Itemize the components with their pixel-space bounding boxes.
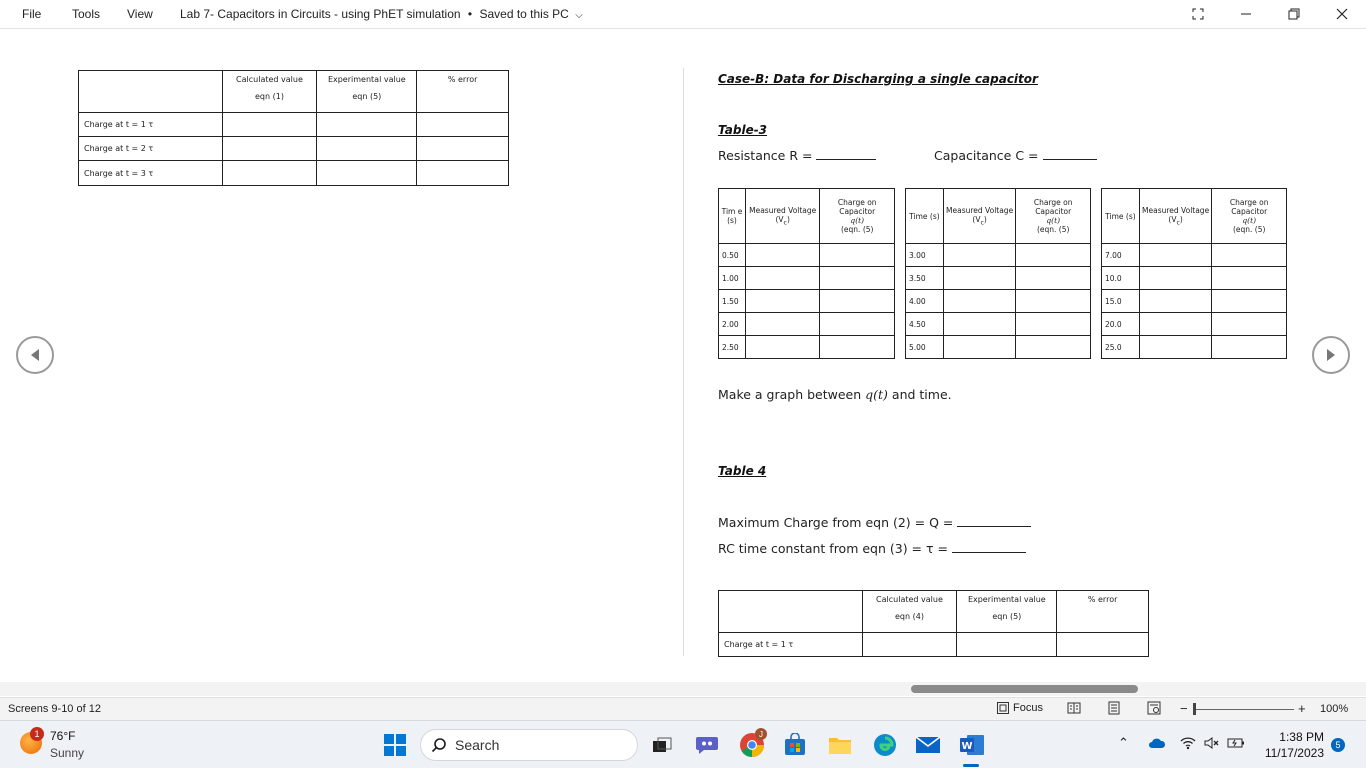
rc-constant-label: RC time constant from eqn (3) = τ = xyxy=(718,541,948,556)
col-time-header xyxy=(1102,189,1140,244)
minimize-button[interactable] xyxy=(1235,4,1257,24)
charge-line4: (eqn. (5) xyxy=(1036,225,1070,234)
row-label: Charge at t = 1 τ xyxy=(719,633,863,657)
table-row xyxy=(79,137,509,161)
volume-muted-icon[interactable] xyxy=(1204,736,1220,755)
time-cell: 1.50 xyxy=(719,290,746,313)
table-cell[interactable] xyxy=(417,161,509,186)
col-time-label: Time (s) xyxy=(909,211,940,221)
voltage-cell[interactable] xyxy=(943,267,1016,290)
document-title[interactable] xyxy=(180,7,583,21)
resistance-blank[interactable] xyxy=(816,150,876,160)
table-cell[interactable] xyxy=(222,113,317,137)
col-voltage-header: Measured Voltage $(V_c)$ xyxy=(1139,189,1212,244)
weather-desc[interactable]: Sunny xyxy=(50,746,85,760)
voltage-cell[interactable] xyxy=(1139,313,1212,336)
header-experimental: Experimental value xyxy=(327,75,406,84)
title-separator: • xyxy=(467,7,473,21)
col-voltage-header: Measured Voltage $(V_c)$ xyxy=(745,189,820,244)
charge-line1: Charge on xyxy=(1229,198,1269,207)
scrollbar-thumb[interactable] xyxy=(911,685,1138,693)
table-row xyxy=(906,267,1091,290)
charge-cell[interactable] xyxy=(1212,267,1287,290)
search-box[interactable] xyxy=(420,729,638,761)
status-bar xyxy=(0,697,1366,720)
header-calculated-eqn: eqn (1) xyxy=(255,92,284,101)
resistance-label: Resistance R = xyxy=(718,148,813,163)
focus-icon xyxy=(996,701,1010,715)
col-voltage-label: Measured Voltage (V xyxy=(749,205,817,224)
voltage-cell[interactable] xyxy=(943,244,1016,267)
print-layout-icon[interactable] xyxy=(1107,701,1121,718)
onedrive-icon[interactable] xyxy=(1148,736,1166,755)
time-cell: 4.50 xyxy=(906,313,944,336)
table3-block-c xyxy=(1101,188,1287,359)
restore-button[interactable] xyxy=(1283,4,1305,24)
table-cell[interactable] xyxy=(417,137,509,161)
active-app-indicator xyxy=(963,764,979,767)
charge-cell[interactable] xyxy=(1016,313,1091,336)
table-row xyxy=(1102,336,1287,359)
clock-time[interactable]: 1:38 PM xyxy=(1279,730,1324,744)
row-label: Charge at t = 3 τ xyxy=(79,161,223,186)
table-cell[interactable] xyxy=(317,137,417,161)
col-time-header xyxy=(906,189,944,244)
col-voltage-header: Measured Voltage $(V_c)$ xyxy=(943,189,1016,244)
chevron-down-icon[interactable]: ⌵ xyxy=(575,10,583,21)
weather-temp[interactable]: 76°F xyxy=(50,729,76,743)
store-icon[interactable] xyxy=(781,731,809,759)
table-header-cell xyxy=(222,71,317,113)
save-state: Saved to this PC xyxy=(479,7,569,21)
arrow-left-icon xyxy=(29,348,41,362)
voltage-cell[interactable] xyxy=(745,313,820,336)
rc-constant-field xyxy=(718,541,1026,556)
time-cell: 5.00 xyxy=(906,336,944,359)
search-placeholder: Search xyxy=(455,737,500,753)
charge-line4: (eqn. (5) xyxy=(841,225,874,234)
charge-cell[interactable] xyxy=(1016,244,1091,267)
table-row xyxy=(719,313,895,336)
header-calculated: Calculated value xyxy=(876,595,943,604)
graph-instruction-prefix: Make a graph between xyxy=(718,387,862,402)
table-header-cell xyxy=(957,591,1057,633)
max-charge-field xyxy=(718,515,1031,530)
header-calculated-eqn: eqn (4) xyxy=(895,612,924,621)
col-voltage-sub: c xyxy=(1176,219,1180,227)
charge-line1: Charge on xyxy=(1033,198,1073,207)
time-cell: 7.00 xyxy=(1102,244,1140,267)
word-icon[interactable] xyxy=(958,731,986,759)
web-layout-icon[interactable] xyxy=(1147,701,1161,718)
voltage-cell[interactable] xyxy=(1139,244,1212,267)
zoom-slider[interactable] xyxy=(1194,709,1294,710)
table-row xyxy=(719,290,895,313)
charge-line2: Capacitor xyxy=(1231,207,1268,216)
time-cell: 1.00 xyxy=(719,267,746,290)
horizontal-scrollbar[interactable] xyxy=(0,682,1366,696)
graph-instruction-suffix: and time. xyxy=(891,387,952,402)
capacitance-label: Capacitance C = xyxy=(934,148,1039,163)
time-cell: 2.00 xyxy=(719,313,746,336)
time-cell: 0.50 xyxy=(719,244,746,267)
col-charge-header xyxy=(820,189,895,244)
screen-count: Screens 9-10 of 12 xyxy=(8,703,101,715)
table-cell[interactable] xyxy=(317,113,417,137)
mail-icon[interactable] xyxy=(914,731,942,759)
graph-instruction xyxy=(718,387,952,402)
read-mode-icon[interactable] xyxy=(1067,701,1081,718)
edge-icon[interactable] xyxy=(871,731,899,759)
header-experimental-eqn: eqn (5) xyxy=(352,92,382,101)
table-row xyxy=(906,336,1091,359)
charge-cell[interactable] xyxy=(820,313,895,336)
col-time-label: Time (s) xyxy=(1105,211,1136,221)
chevron-up-icon[interactable]: ⌃ xyxy=(1118,735,1129,750)
table-cell[interactable] xyxy=(862,633,957,657)
header-error: % error xyxy=(1087,595,1118,604)
header-calculated: Calculated value xyxy=(236,75,303,84)
table-row xyxy=(1102,290,1287,313)
charge-cell[interactable] xyxy=(1212,290,1287,313)
table-row xyxy=(719,633,1149,657)
menubar xyxy=(0,0,1366,29)
zoom-in-button[interactable]: + xyxy=(1298,701,1306,716)
table-header-cell xyxy=(862,591,957,633)
table-row xyxy=(906,313,1091,336)
table-cell[interactable] xyxy=(222,161,317,186)
table3-block-a xyxy=(718,188,895,359)
voltage-cell[interactable] xyxy=(943,336,1016,359)
table-row xyxy=(1102,267,1287,290)
table-header-cell xyxy=(317,71,417,113)
table-header-cell xyxy=(719,591,863,633)
charge-cell[interactable] xyxy=(820,244,895,267)
charge-cell[interactable] xyxy=(820,336,895,359)
search-icon xyxy=(431,737,447,753)
header-error: % error xyxy=(447,75,478,84)
charge-line1: Charge on xyxy=(837,198,877,207)
voltage-cell[interactable] xyxy=(943,290,1016,313)
table3-label: Table-3 xyxy=(718,123,768,137)
menu-file[interactable]: File xyxy=(22,7,42,21)
table-row xyxy=(906,290,1091,313)
charge-cell[interactable] xyxy=(820,290,895,313)
table-header-cell xyxy=(79,71,223,113)
time-cell: 25.0 xyxy=(1102,336,1140,359)
table-row xyxy=(719,244,895,267)
document-page xyxy=(0,30,1366,682)
document-name: Lab 7- Capacitors in Circuits - using PhET simulation xyxy=(180,7,461,21)
charge-cell[interactable] xyxy=(1016,290,1091,313)
zoom-out-button[interactable]: − xyxy=(1180,701,1188,716)
charge-cell[interactable] xyxy=(1212,336,1287,359)
fullscreen-icon[interactable] xyxy=(1187,4,1209,24)
battery-icon[interactable] xyxy=(1227,736,1245,755)
voltage-cell[interactable] xyxy=(1139,336,1212,359)
header-experimental-eqn: eqn (5) xyxy=(992,612,1022,621)
charge-cell[interactable] xyxy=(820,267,895,290)
voltage-cell[interactable] xyxy=(1139,267,1212,290)
table-row xyxy=(1102,313,1287,336)
voltage-cell[interactable] xyxy=(745,244,820,267)
col-voltage-sub: c xyxy=(980,219,984,227)
time-cell: 20.0 xyxy=(1102,313,1140,336)
voltage-cell[interactable] xyxy=(1139,290,1212,313)
time-cell: 15.0 xyxy=(1102,290,1140,313)
time-cell: 4.00 xyxy=(906,290,944,313)
table-cell[interactable] xyxy=(317,161,417,186)
zoom-level[interactable]: 100% xyxy=(1320,703,1349,715)
col-charge-header xyxy=(1212,189,1287,244)
table4-label: Table 4 xyxy=(718,464,767,478)
next-screen-button[interactable] xyxy=(1312,336,1350,374)
table-cell[interactable] xyxy=(957,633,1057,657)
table-row xyxy=(79,161,509,186)
notification-badge[interactable]: 5 xyxy=(1331,738,1345,752)
graph-instruction-var: q(t) xyxy=(865,387,888,402)
table-header-cell xyxy=(1057,591,1149,633)
charge-cell[interactable] xyxy=(1212,244,1287,267)
resistance-field xyxy=(718,148,876,163)
col-voltage-sub: c xyxy=(783,219,787,227)
charge-line3: q(t) xyxy=(1046,216,1061,225)
svg-text:W: W xyxy=(961,741,973,752)
task-view-icon[interactable] xyxy=(648,731,676,759)
table-header-cell xyxy=(417,71,509,113)
row-label: Charge at t = 2 τ xyxy=(79,137,223,161)
charge-cell[interactable] xyxy=(1212,313,1287,336)
max-charge-label: Maximum Charge from eqn (2) = Q = xyxy=(718,515,954,530)
start-button[interactable] xyxy=(384,734,406,756)
charge-cell[interactable] xyxy=(1016,336,1091,359)
close-button[interactable] xyxy=(1331,4,1353,24)
charge-line2: Capacitor xyxy=(839,207,876,216)
menu-tools[interactable]: Tools xyxy=(72,7,101,21)
voltage-cell[interactable] xyxy=(745,290,820,313)
time-cell: 3.00 xyxy=(906,244,944,267)
table-row xyxy=(906,244,1091,267)
max-charge-blank[interactable] xyxy=(957,517,1031,527)
file-explorer-icon[interactable] xyxy=(826,731,854,759)
left-results-table xyxy=(78,70,509,186)
menu-view[interactable]: View xyxy=(127,7,153,21)
charge-line3: q(t) xyxy=(850,216,865,225)
capacitance-field xyxy=(934,148,1097,163)
rc-constant-blank[interactable] xyxy=(952,543,1026,553)
table-row xyxy=(79,113,509,137)
col-time-header xyxy=(719,189,746,244)
col-time-label: Tim e (s) xyxy=(721,207,743,225)
row-label: Charge at t = 1 τ xyxy=(79,113,223,137)
arrow-right-icon xyxy=(1325,348,1337,362)
charge-line4: (eqn. (5) xyxy=(1232,225,1266,234)
col-voltage-label: Measured Voltage (V xyxy=(1142,205,1210,224)
profile-avatar: J xyxy=(755,728,767,740)
focus-button[interactable] xyxy=(996,701,1043,715)
table4 xyxy=(718,590,1149,657)
voltage-cell[interactable] xyxy=(745,267,820,290)
weather-badge: 1 xyxy=(30,727,44,741)
table3-block-b xyxy=(905,188,1091,359)
taskbar xyxy=(0,720,1366,768)
table-row xyxy=(719,336,895,359)
capacitance-blank[interactable] xyxy=(1043,150,1097,160)
table-cell[interactable] xyxy=(222,137,317,161)
voltage-cell[interactable] xyxy=(745,336,820,359)
table-cell[interactable] xyxy=(1057,633,1149,657)
header-experimental: Experimental value xyxy=(967,595,1046,604)
previous-screen-button[interactable] xyxy=(16,336,54,374)
clock-date[interactable]: 11/17/2023 xyxy=(1264,746,1324,760)
table-row xyxy=(719,267,895,290)
voltage-cell[interactable] xyxy=(943,313,1016,336)
col-voltage-label: Measured Voltage (V xyxy=(946,205,1014,224)
zoom-slider-thumb[interactable] xyxy=(1193,703,1196,715)
time-cell: 2.50 xyxy=(719,336,746,359)
teams-chat-icon[interactable] xyxy=(693,731,721,759)
time-cell: 10.0 xyxy=(1102,267,1140,290)
table-row xyxy=(1102,244,1287,267)
time-cell: 3.50 xyxy=(906,267,944,290)
page-divider xyxy=(683,68,684,656)
charge-line2: Capacitor xyxy=(1035,207,1072,216)
table-cell[interactable] xyxy=(417,113,509,137)
charge-line3: q(t) xyxy=(1242,216,1257,225)
wifi-icon[interactable] xyxy=(1180,736,1196,755)
focus-label: Focus xyxy=(1013,702,1043,714)
charge-cell[interactable] xyxy=(1016,267,1091,290)
case-b-heading: Case-B: Data for Discharging a single capacitor xyxy=(718,72,1038,86)
col-charge-header xyxy=(1016,189,1091,244)
